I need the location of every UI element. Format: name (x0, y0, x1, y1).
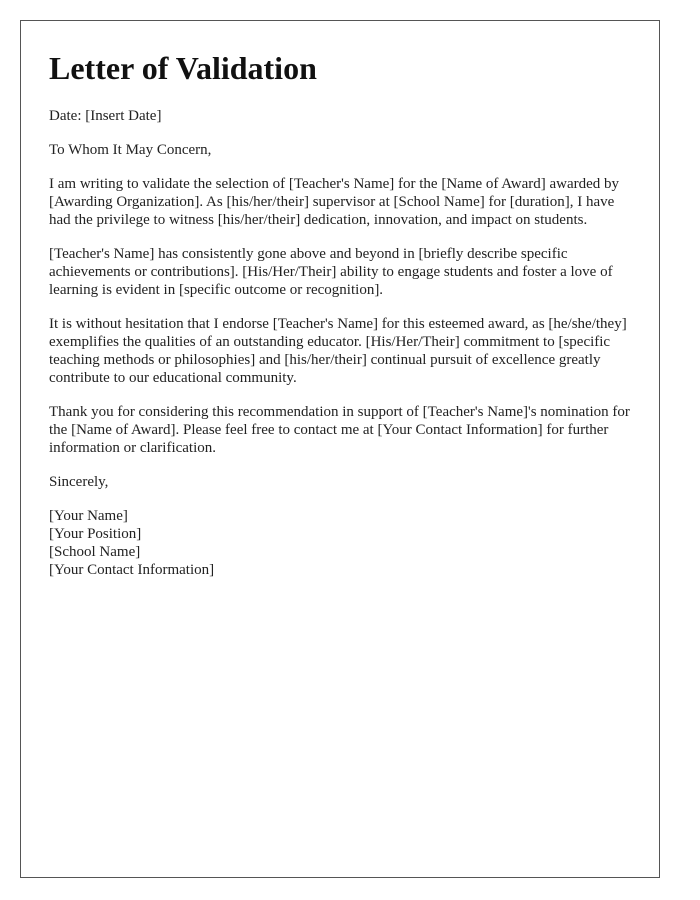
signature-name: [Your Name] (49, 508, 128, 524)
letter-date: Date: [Insert Date] (49, 108, 162, 124)
letter-paragraph-achievements: [Teacher's Name] has consistently gone above and beyond in [briefly describe specific achievements or contributions]. [His/Her/Their] ability to engage students and foster a love of learning is evident in [specific outcome or recognition]. (49, 246, 613, 298)
letter-paragraph-selection: I am writing to validate the selection of [Teacher's Name] for the [Name of Award] awarded by [Awarding Organization]. As [his/her/their] supervisor at [School Name] for [duration], I have had the privilege to witness [his/her/their] dedication, innovation, and impact on students. (49, 176, 620, 228)
letter-closing: Sincerely, (49, 474, 109, 490)
letter-title: Letter of Validation (49, 50, 317, 86)
letter-salutation: To Whom It May Concern, (49, 142, 212, 158)
letter-page (20, 20, 660, 878)
letter-paragraph-thanks: Thank you for considering this recommendation in support of [Teacher's Name]'s nomination for the [Name of Award]. Please feel free to contact me at [Your Contact Information] for further information or clarification. (49, 404, 630, 456)
signature-school: [School Name] (49, 544, 141, 560)
signature-block (49, 507, 631, 579)
letter-paragraph-endorsement: It is without hesitation that I endorse [Teacher's Name] for this esteemed award, as [he/she/they] exemplifies the qualities of an outstanding educator. [His/Her/Their] commitment to [specific teaching methods or philosophies] and [his/her/their] continual pursuit of excellence greatly contribute to our educational community. (49, 316, 627, 386)
signature-contact: [Your Contact Information] (49, 562, 215, 578)
signature-position: [Your Position] (49, 526, 142, 542)
